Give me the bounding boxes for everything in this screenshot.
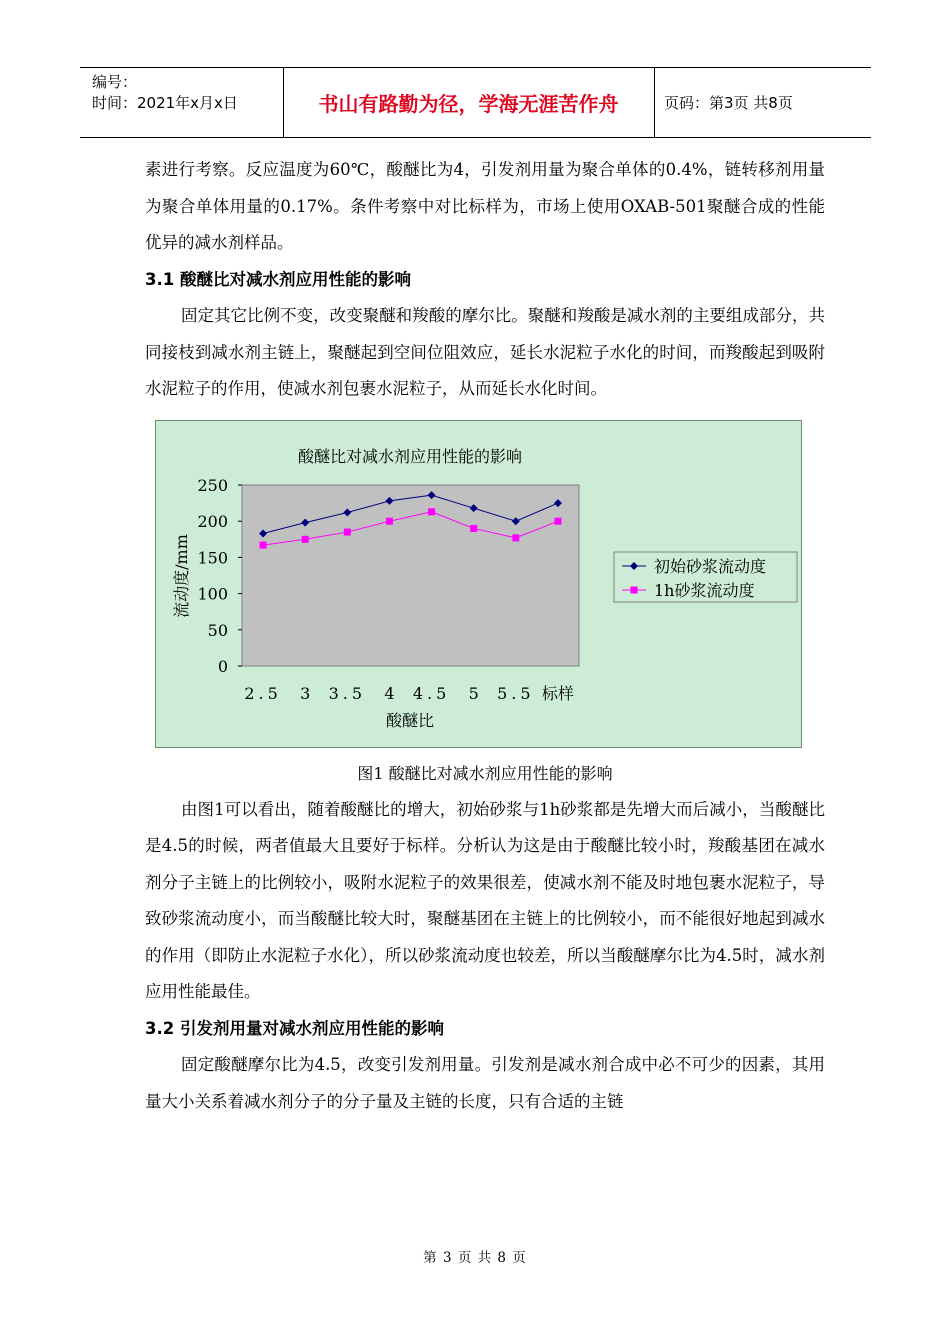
data-point <box>302 535 309 542</box>
x-tick-label: 5 <box>468 683 479 703</box>
x-tick-label: 5.5 <box>497 683 535 703</box>
y-tick-label: 100 <box>197 584 228 604</box>
x-tick-label: 4.5 <box>412 683 451 703</box>
section-heading: 3.1 酸醚比对减水剂应用性能的影响 <box>145 269 411 289</box>
legend-label: 1h砂浆流动度 <box>654 580 755 600</box>
data-point <box>470 524 477 531</box>
header-motto: 书山有路勤为径，学海无涯苦作舟 <box>318 92 619 116</box>
data-point <box>344 528 351 535</box>
x-tick-label: 3.5 <box>328 683 367 703</box>
chart-title: 酸醚比对减水剂应用性能的影响 <box>297 446 523 466</box>
plot-area <box>242 485 579 666</box>
document-body <box>145 152 825 1120</box>
page-footer: 第 3 页 共 8 页 <box>423 1250 527 1266</box>
data-point <box>428 508 435 515</box>
time-label: 时间：2021年x月x日 <box>92 94 238 112</box>
section-heading: 3.2 引发剂用量对减水剂应用性能的影响 <box>145 1018 444 1038</box>
data-point <box>554 517 561 524</box>
x-tick-label: 4 <box>384 683 395 703</box>
x-tick-label: 标样 <box>541 683 574 703</box>
chart-area <box>155 420 802 748</box>
header-page-info: 页码：第3页 共8页 <box>664 94 793 112</box>
x-tick-label: 2.5 <box>244 683 282 703</box>
legend-label: 初始砂浆流动度 <box>654 556 767 576</box>
data-point <box>386 517 393 524</box>
line-chart <box>156 421 801 747</box>
y-tick-label: 250 <box>197 475 228 495</box>
x-tick-label: 3 <box>300 683 311 703</box>
paragraph: 由图1可以看出，随着酸醚比的增大，初始砂浆与1h砂浆都是先增大而后减小，当酸醚比是4.5的时候，两者值最大且要好于标样。分析认为这是由于酸醚比较小时，羧酸基团在减水剂分子主链上的比例较小，吸附水泥粒子的效果很差，使减水剂不能及时地包裹水泥粒子，导致砂浆流动度小，而当酸醚比较大时，聚醚基团在主链上的比例较小，而不能很好地起到减水的作用（即防止水泥粒子水化），所以砂浆流动度也较差，所以当酸醚摩尔比为4.5时，减水剂应用性能最佳。 <box>145 799 825 1001</box>
x-axis-label: 酸醚比 <box>385 710 435 730</box>
page-header <box>80 67 871 138</box>
paragraph: 固定其它比例不变，改变聚醚和羧酸的摩尔比。聚醚和羧酸是减水剂的主要组成部分，共同接枝到减水剂主链上，聚醚起到空间位阻效应，延长水泥粒子水化的时间，而羧酸起到吸附水泥粒子的作用，使减水剂包裹水泥粒子，从而延长水化时间。 <box>145 306 825 398</box>
legend-marker <box>631 586 638 593</box>
data-point <box>260 541 267 548</box>
figure-caption: 图1 酸醚比对减水剂应用性能的影响 <box>357 763 613 783</box>
data-point <box>512 534 519 541</box>
header-divider <box>654 68 655 137</box>
y-tick-label: 150 <box>197 547 228 567</box>
paragraph: 固定酸醚摩尔比为4.5，改变引发剂用量。引发剂是减水剂合成中必不可少的因素，其用量大小关系着减水剂分子的分子量及主链的长度，只有合适的主链 <box>145 1055 825 1111</box>
y-tick-label: 200 <box>197 511 228 531</box>
serial-label: 编号： <box>92 73 138 91</box>
y-tick-label: 0 <box>217 656 228 676</box>
header-meta <box>92 72 282 114</box>
y-axis-label: 流动度/mm <box>172 533 191 618</box>
y-tick-label: 50 <box>207 620 228 640</box>
paragraph: 素进行考察。反应温度为60℃，酸醚比为4，引发剂用量为聚合单体的0.4%，链转移剂用量为聚合单体用量的0.17%。条件考察中对比标样为，市场上使用OXAB-501聚醚合成的性能优异的减水剂样品。 <box>145 160 825 252</box>
